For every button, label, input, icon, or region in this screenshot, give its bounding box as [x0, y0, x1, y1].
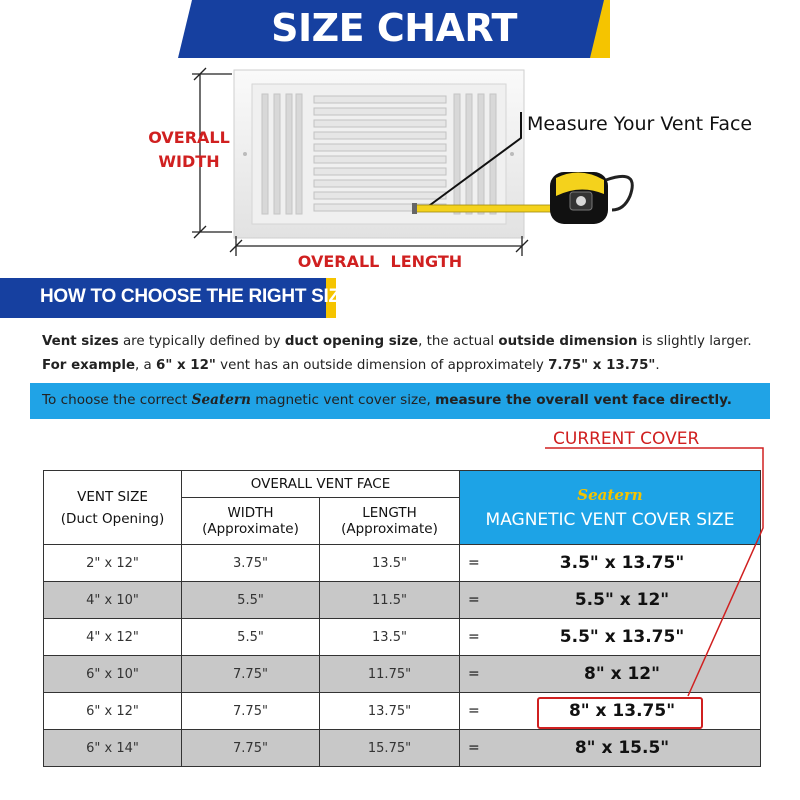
cell-width: 5.5" — [182, 582, 320, 619]
cell-length: 11.5" — [320, 582, 460, 619]
cell-vent: 4" x 10" — [44, 582, 182, 619]
cell-vent: 6" x 10" — [44, 656, 182, 693]
table-row — [44, 619, 761, 656]
current-cover-label: CURRENT COVER — [553, 429, 700, 449]
instruction-text: To choose the correct Seatern magnetic vent cover size, measure the overall vent face directly. — [42, 392, 732, 408]
header-width: WIDTH (Approximate) — [182, 498, 320, 545]
paragraph-example: For example, a 6" x 12" vent has an outside dimension of approximately 7.75" x 13.75". — [42, 358, 660, 373]
header-length: LENGTH (Approximate) — [320, 498, 460, 545]
cell-length: 13.5" — [320, 619, 460, 656]
header-magnetic-cover: Seatern MAGNETIC VENT COVER SIZE — [460, 471, 761, 545]
table-row — [44, 730, 761, 767]
cell-cover: = 5.5" x 13.75" — [460, 619, 761, 656]
brand-name: Seatern — [191, 392, 251, 408]
overall-length-label: OVERALL LENGTH — [297, 252, 463, 271]
table-row — [44, 656, 761, 693]
cell-width: 5.5" — [182, 619, 320, 656]
cell-length: 15.75" — [320, 730, 460, 767]
cell-width: 7.75" — [182, 693, 320, 730]
cell-length: 11.75" — [320, 656, 460, 693]
cell-length: 13.5" — [320, 545, 460, 582]
cell-cover: = 8" x 12" — [460, 656, 761, 693]
cell-vent: 6" x 12" — [44, 693, 182, 730]
cell-cover: = 5.5" x 12" — [460, 582, 761, 619]
vent-diagram — [0, 60, 800, 275]
cell-vent: 2" x 12" — [44, 545, 182, 582]
header-overall-face: OVERALL VENT FACE — [182, 471, 460, 498]
table-row — [44, 545, 761, 582]
cell-cover: = 8" x 15.5" — [460, 730, 761, 767]
section-title: HOW TO CHOOSE THE RIGHT SIZE — [40, 286, 353, 307]
table-row — [44, 582, 761, 619]
cell-cover: = 3.5" x 13.75" — [460, 545, 761, 582]
header-vent-size: VENT SIZE (Duct Opening) — [44, 471, 182, 545]
brand-logo-text: Seatern — [577, 485, 643, 504]
current-cover-highlight — [537, 697, 703, 729]
page-title: SIZE CHART — [271, 6, 517, 50]
cell-width: 3.75" — [182, 545, 320, 582]
paragraph-duct-size: Vent sizes are typically defined by duct opening size, the actual outside dimension is slightly larger. — [42, 334, 752, 349]
overall-width-label: OVERALL WIDTH — [148, 128, 230, 171]
cell-cover-current: = 8" x 13.75" — [460, 693, 761, 730]
callout-text: Measure Your Vent Face — [527, 113, 753, 135]
cell-vent: 6" x 14" — [44, 730, 182, 767]
cell-length: 13.75" — [320, 693, 460, 730]
cell-width: 7.75" — [182, 730, 320, 767]
cell-vent: 4" x 12" — [44, 619, 182, 656]
cell-width: 7.75" — [182, 656, 320, 693]
